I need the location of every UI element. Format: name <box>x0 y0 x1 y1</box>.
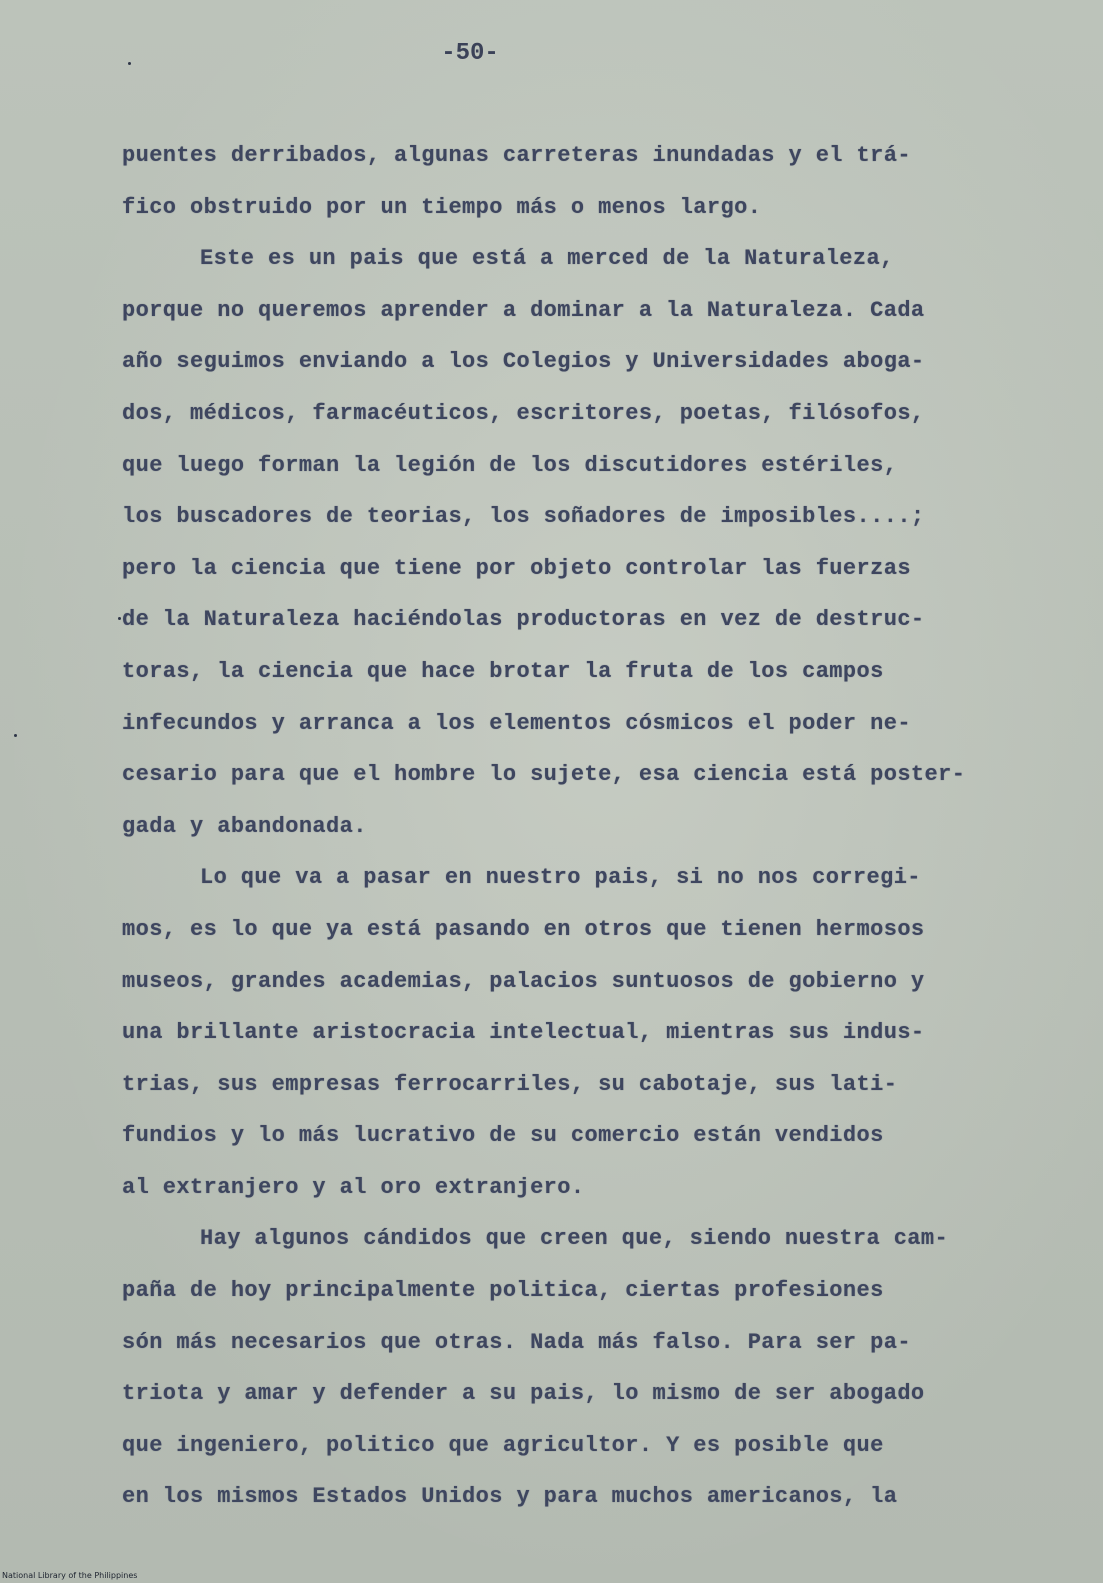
text-line: fundios y lo más lucrativo de su comercio están vendidos <box>122 1123 884 1149</box>
text-line: porque no queremos aprender a dominar a la Naturaleza. Cada <box>122 297 925 323</box>
paper-speck <box>14 734 17 737</box>
text-line: són más necesarios que otras. Nada más falso. Para ser pa- <box>122 1329 911 1355</box>
text-line: pero la ciencia que tiene por objeto controlar las fuerzas <box>122 555 911 581</box>
text-line: en los mismos Estados Unidos y para muchos americanos, la <box>122 1484 898 1510</box>
text-line: cesario para que el hombre lo sujete, esa ciencia está poster- <box>122 762 966 788</box>
text-line: dos, médicos, farmacéuticos, escritores, poetas, filósofos, <box>122 400 925 426</box>
text-line: una brillante aristocracia intelectual, mientras sus indus- <box>122 1020 925 1046</box>
text-line: fico obstruido por un tiempo más o menos largo. <box>122 194 762 220</box>
text-line: Lo que va a pasar en nuestro pais, si no nos corregi- <box>200 865 921 891</box>
text-line: de la Naturaleza haciéndolas productoras en vez de destruc- <box>122 607 925 633</box>
text-line: triota y amar y defender a su pais, lo mismo de ser abogado <box>122 1381 925 1407</box>
text-line: que ingeniero, politico que agricultor. Y es posible que <box>122 1432 884 1458</box>
typewritten-text-body <box>122 136 1082 1529</box>
text-line: toras, la ciencia que hace brotar la fruta de los campos <box>122 658 884 684</box>
text-line: infecundos y arranca a los elementos cósmicos el poder ne- <box>122 710 911 736</box>
text-line: paña de hoy principalmente politica, ciertas profesiones <box>122 1278 884 1304</box>
text-line: Este es un pais que está a merced de la Naturaleza, <box>200 246 894 272</box>
text-line: Hay algunos cándidos que creen que, siendo nuestra cam- <box>200 1226 949 1252</box>
text-line: puentes derribados, algunas carreteras inundadas y el trá- <box>122 143 911 168</box>
text-line: que luego forman la legión de los discutidores estériles, <box>122 452 898 478</box>
text-line: trias, sus empresas ferrocarriles, su cabotaje, sus lati- <box>122 1071 898 1097</box>
text-line: al extranjero y al oro extranjero. <box>122 1174 585 1200</box>
paper-speck <box>118 617 121 620</box>
library-credit: National Library of the Philippines <box>2 1571 138 1580</box>
text-line: los buscadores de teorias, los soñadores de imposibles....; <box>122 504 925 530</box>
text-line: gada y abandonada. <box>122 813 367 839</box>
paper-speck <box>128 62 131 65</box>
text-line: año seguimos enviando a los Colegios y Universidades aboga- <box>122 349 925 375</box>
text-line: museos, grandes academias, palacios suntuosos de gobierno y <box>122 968 925 994</box>
text-line: mos, es lo que ya está pasando en otros que tienen hermosos <box>122 916 925 942</box>
page-number: -50- <box>441 40 499 67</box>
